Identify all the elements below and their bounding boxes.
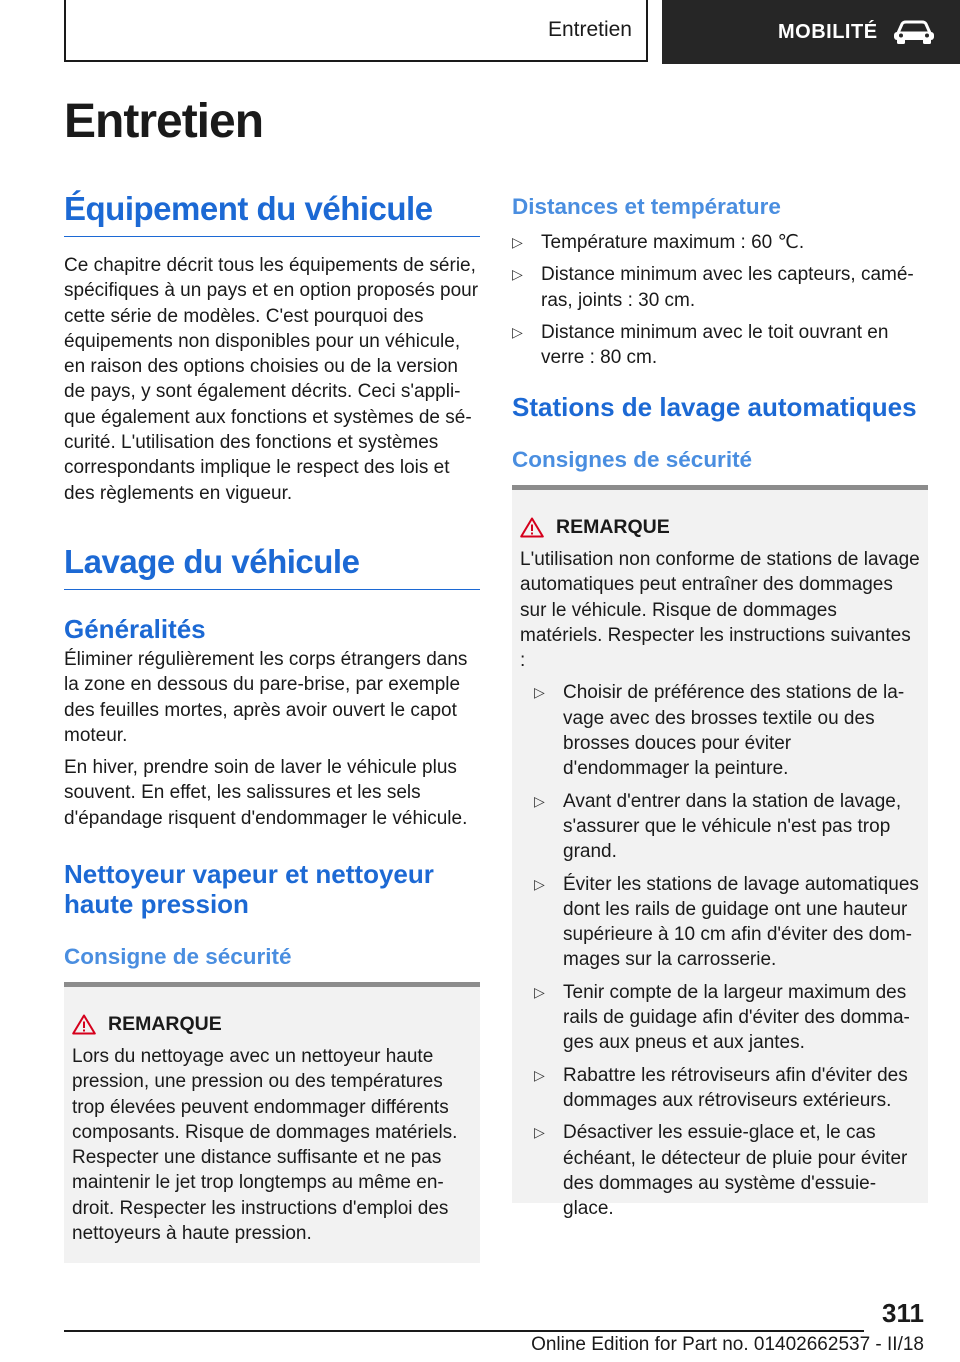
- stations-heading: Stations de lavage automatiques: [512, 392, 917, 422]
- distances-list: [512, 230, 928, 370]
- steam-cleaner-section: [64, 859, 480, 971]
- list-item: ▷ Distance minimum avec les capteurs, caméras, joints : 30 cm.: [512, 264, 914, 311]
- note-header: [72, 1013, 472, 1036]
- equipment-body-block: [64, 253, 480, 506]
- stations-note: [512, 485, 928, 1220]
- warning-icon: [520, 517, 544, 538]
- triangle-bullet-icon: ▷: [512, 266, 523, 283]
- note-text: Lors du nettoyage avec un nettoyeur haute pression, une pression ou des températures trop élevées peuvent endommager différents composants. Risque de dommages matériels. Respecter une distance suffisante et ne pas maintenir le jet trop longtemps au même endroit. Respecter les instructions d'emploi des nettoyeurs à haute pression.: [72, 1046, 458, 1245]
- list-item: ▷ Rabattre les rétroviseurs afin d'éviter des dommages aux rétroviseurs extérieurs.: [534, 1064, 908, 1111]
- distances-heading: Distances et température: [512, 194, 781, 219]
- stations-safety-heading: Consignes de sécurité: [512, 447, 753, 472]
- triangle-bullet-icon: ▷: [534, 875, 545, 892]
- stations-instructions-list: [520, 680, 920, 1221]
- general-paragraph-1: Éliminer régulièrement les corps étrangers dans la zone en dessous du pare-brise, par exemple des feuilles mortes, après avoir ouvert le capot moteur.: [64, 649, 468, 746]
- equipment-body: Ce chapitre décrit tous les équipements de série, spécifiques à un pays et en option proposés pour cette série de modèles. C'est pourquoi des équipements non disponibles pour un véhicule, en raison des options choisies ou de la version de pays, y sont également décrits. Ceci s'applique également aux fonctions et systèmes de sécurité. L'utilisation des fonctions et systèmes correspondants implique le respect des lois et des règlements en vigueur.: [64, 255, 479, 504]
- footer-edition: Online Edition for Part no. 01402662537 - II/18: [531, 1334, 924, 1355]
- section-tab[interactable]: [662, 0, 960, 64]
- triangle-bullet-icon: ▷: [512, 234, 523, 250]
- washing-heading: Lavage du véhicule: [64, 543, 480, 590]
- section-label: MOBILITÉ: [778, 20, 878, 43]
- list-item: ▷ Désactiver les essuie-glace et, le cas échéant, le détecteur de pluie pour éviter des dommages au système d'essuie-glace.: [534, 1122, 908, 1220]
- steam-cleaner-heading: Nettoyeur vapeur et nettoyeur haute pression: [64, 859, 434, 919]
- list-item: ▷ Éviter les stations de lavage automatiques dont les rails de guidage ont une hauteur supérieure à 10 cm afin d'éviter des dommages sur la carrosserie.: [534, 873, 919, 971]
- list-item: ▷ Choisir de préférence des stations de lavage avec des brosses textile ou des brosses douces pour éviter d'endommager la peinture.: [534, 682, 905, 780]
- triangle-bullet-icon: ▷: [512, 323, 523, 340]
- general-paragraph-2: En hiver, prendre soin de laver le véhicule plus souvent. En effet, les salissures et les sels d'épandage risquent d'endommager le véhicule.: [64, 757, 468, 829]
- distances-section: [512, 193, 928, 377]
- list-item: ▷ Avant d'entrer dans la station de lavage, s'assurer que le véhicule n'est pas trop grand.: [534, 790, 902, 863]
- triangle-bullet-icon: ▷: [534, 983, 545, 1000]
- triangle-bullet-icon: ▷: [534, 684, 545, 701]
- note-header: [520, 516, 920, 539]
- equipment-section: [64, 190, 480, 237]
- note-label: REMARQUE: [108, 1013, 222, 1035]
- steam-cleaner-note: [64, 982, 480, 1263]
- page-number: 311: [882, 1298, 924, 1328]
- footer-divider: [64, 1330, 864, 1332]
- list-item: ▷ Distance minimum avec le toit ouvrant en verre : 80 cm.: [512, 321, 889, 369]
- warning-icon: [72, 1014, 96, 1035]
- note-text: L'utilisation non conforme de stations de lavage automatiques peut entraîner des dommages sur le véhicule. Risque de dommages matériels. Respecter les instructions suivantes :: [520, 549, 920, 672]
- washing-section: [64, 543, 480, 590]
- chapter-tab[interactable]: [64, 0, 648, 62]
- safety-heading: Consigne de sécurité: [64, 944, 292, 969]
- page-title: Entretien: [64, 95, 264, 148]
- chapter-label: Entretien: [547, 18, 632, 41]
- triangle-bullet-icon: ▷: [534, 1124, 545, 1141]
- list-item: ▷ Température maximum : 60 ℃.: [512, 230, 928, 255]
- general-section: [64, 614, 480, 831]
- equipment-heading: Équipement du véhicule: [64, 190, 480, 237]
- list-item: ▷ Tenir compte de la largeur maximum des rails de guidage afin d'éviter des dommages aux pneus et aux jantes.: [534, 981, 910, 1054]
- triangle-bullet-icon: ▷: [534, 792, 545, 809]
- general-heading: Généralités: [64, 614, 206, 644]
- car-icon: [892, 19, 936, 45]
- stations-section: [512, 392, 928, 474]
- triangle-bullet-icon: ▷: [534, 1066, 545, 1083]
- note-label: REMARQUE: [556, 516, 670, 538]
